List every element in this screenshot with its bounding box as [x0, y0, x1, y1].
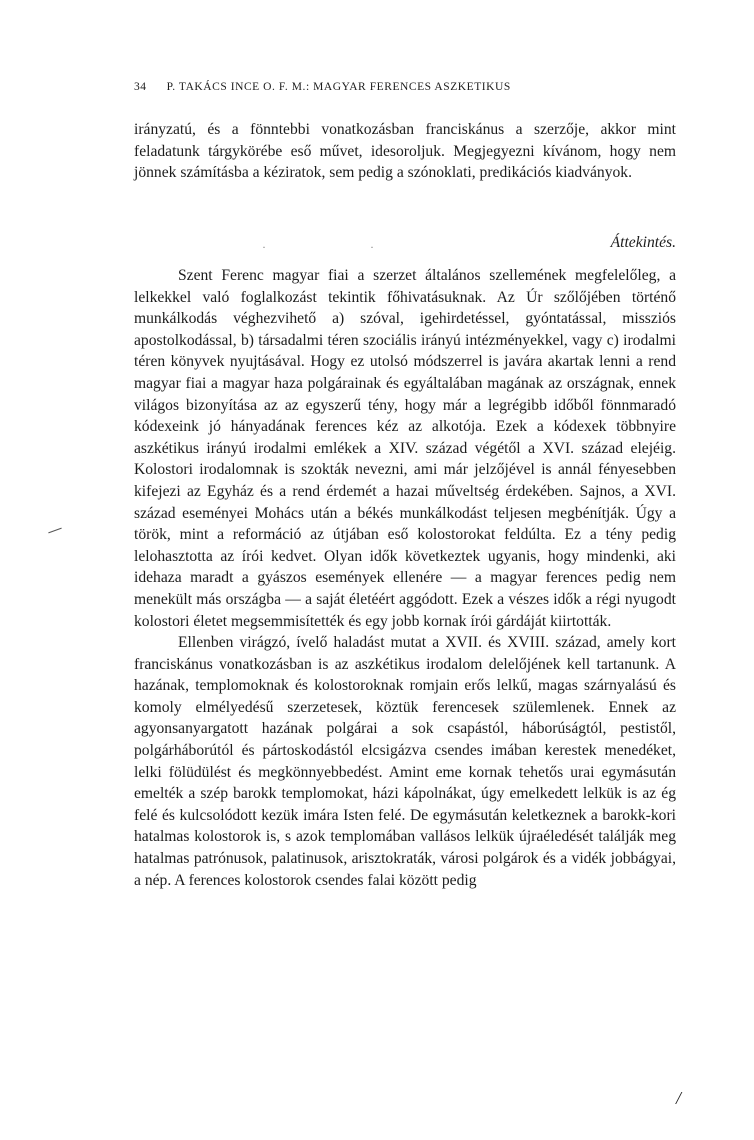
running-title: P. TAKÁCS INCE O. F. M.: MAGYAR FERENCES ASZKETIKUS — [166, 81, 511, 93]
scan-speck: · — [370, 240, 374, 254]
running-header — [134, 81, 654, 93]
scan-speck: · — [262, 240, 266, 254]
margin-pencil-mark — [48, 528, 61, 534]
page-number: 34 — [134, 81, 147, 93]
paragraph: Szent Ferenc magyar fiai a szerzet általános szellemének megfelelőleg, a lelkekkel való foglalkozást tekintik főhivatásuknak. Az Úr szőlőjében történő munkálkodás véghezvihető a) szóval, igehirdetéssel, gyóntatással, missziós apostolkodással, b) társadalmi téren szociális irányú intézményekkel, vagy c) irodalmi téren könyvek nyujtásával. Hogy ez utolsó módszerrel is javára akartak lenni a rend magyar fiai a magyar haza polgárainak és egyáltalában magának az országnak, ennek világos bizonyítása az az egyszerű tény, hogy már a legrégibb időből fönnmaradó kódexeink jó hányadának ferences kéz az alkotója. Ezek a kódexek többnyire aszkétikus irányú irodalmi emlékek a XIV. század végétől a XVI. század elejéig. Kolostori irodalomnak is szokták nevezni, ami már jelzőjével is annál fényesebben kifejezi az Egyház és a rend érdemét a hazai műveltség érdekében. Sajnos, a XVI. század eseményei Mohács után a békés munkálkodást teljesen megbénítják. Úgy a török, mint a reformáció az útjában eső kolostorokat feldúlta. Ez a tény pedig lelohasztotta az írói kedvet. Olyan idők következtek ugyanis, hogy mindenki, aki idehaza maradt a gyászos események ellenére — a magyar ferences pedig nem menekült más országba — a saját életéért aggódott. Ezek a vészes idők a régi nyugodt kolostori életet megsemmisítették és egy jobb kornak írói gárdáját kiirtották. — [134, 267, 676, 630]
corner-pencil-mark: / — [676, 1088, 682, 1108]
section-heading: Áttekintés. — [610, 234, 676, 251]
intro-paragraph: irányzatú, és a fönntebbi vonatkozásban franciskánus a szerzője, akkor mint feladatunk tárgykörébe eső művet, idesoroljuk. Megjegyezni kívánom, hogy nem jönnek számításba a kéziratok, sem pedig a szónoklati, predikációs kiadványok. — [134, 121, 676, 182]
intro-text-block — [134, 119, 676, 184]
main-text-block — [134, 265, 676, 891]
paragraph: Ellenben virágzó, ívelő haladást mutat a XVII. és XVIII. század, amely kort franciskánus vonatkozásban is az aszkétikus irodalom delelőjének kell tartanunk. A hazának, templomoknak és kolostoroknak romjain erős lelkű, magas szárnyalású és komoly elmélyedésű szerzetesek, köztük ferencesek szülemlenek. Ennek az agyonsanyargatott hazának polgárai a sok csapástól, háborúságtól, pestistől, polgárháborútól és pártoskodástól elcsigázva csendes imában kerestek menedéket, lelki fölüdülést és megkönnyebbedést. Amint eme kornak tehetős urai egymásután emelték a szép barokk templomokat, házi kápolnákat, úgy emelkedett lelkük is az ég felé és kulcsolódott kezük imára Isten felé. De egymásután keletkeznek a barokk-kori hatalmas kolostorok is, s azok templomában vallásos lelkük újraéledését találják meg hatalmas patrónusok, palatinusok, arisztokraták, városi polgárok és a vidék jobbágyai, a nép. A ferences kolostorok csendes falai között pedig — [134, 634, 676, 889]
